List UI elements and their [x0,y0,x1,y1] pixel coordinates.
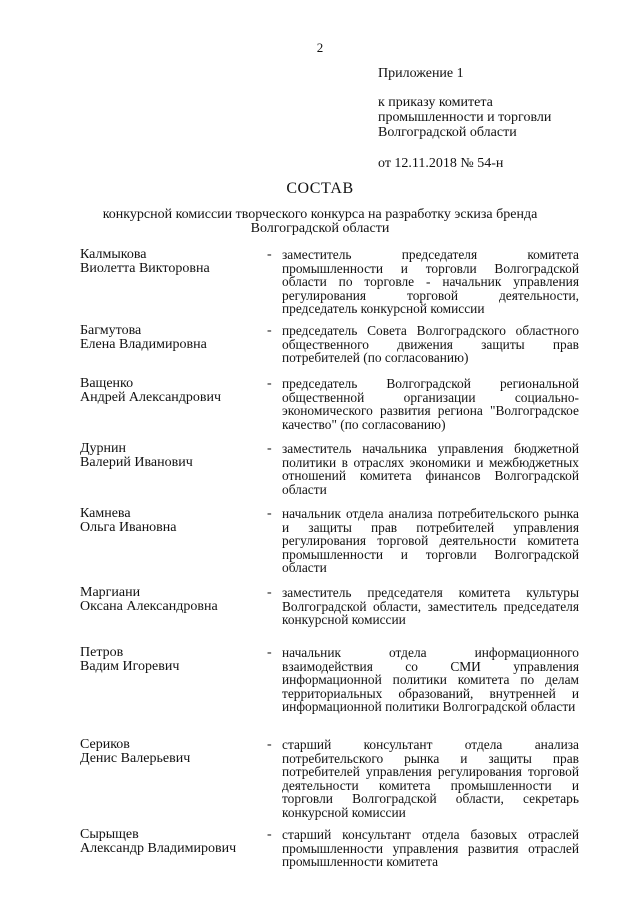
member-surname: Ващенко [80,376,134,391]
appendix-title: Приложение 1 [378,66,464,81]
page-number: 2 [316,40,324,55]
member-name [80,248,265,276]
member-surname: Сырыщев [80,827,139,842]
member-given-names: Андрей Александрович [80,390,222,405]
member-dash: - [267,247,272,262]
member-name [80,442,265,470]
member-dash: - [267,737,272,752]
member-role: старший консультант отдела анализа потребительского рынка и защиты прав потребителей управления регулирования торговой деятельности комитета промышленности и торговли Волгоградской области, секретарь конкурсной комиссии [282,737,579,820]
member-surname: Багмутова [80,323,142,338]
member-role: заместитель председателя комитета культуры Волгоградской области, заместитель председателя конкурсной комиссии [282,585,579,628]
document-title: СОСТАВ [286,180,354,197]
member-given-names: Оксана Александровна [80,599,218,614]
member-given-names: Валерий Иванович [80,455,193,470]
member-dash: - [267,827,272,842]
member-name [80,377,265,405]
member-dash: - [267,585,272,600]
member-role: заместитель председателя комитета промышленности и торговли Волгоградской области по торговле - начальник управления регулирования торговой деятельности, председатель конкурсной комиссии [282,247,579,317]
member-surname: Дурнин [80,441,127,456]
member-role: заместитель начальника управления бюджетной политики в отраслях экономики и межбюджетных отношений комитета финансов Волгоградской области [282,441,579,497]
document-subtitle: конкурсной комиссии творческого конкурса на разработку эскиза бренда Волгоградской области [102,207,538,236]
member-given-names: Виолетта Викторовна [80,261,210,276]
member-dash: - [267,645,272,660]
member-dash: - [267,323,272,338]
member-surname: Сериков [80,737,130,752]
member-name [80,507,265,535]
member-role: старший консультант отдела базовых отраслей промышленности управления развития отраслей промышленности комитета [282,827,579,870]
member-name [80,324,265,352]
member-dash: - [267,376,272,391]
appendix-region-line: Волгоградской области [378,125,517,140]
appendix-order-line: к приказу комитета [378,95,493,110]
member-role: председатель Совета Волгоградского областного общественного движения защиты прав потребителей (по согласованию) [282,323,579,366]
member-role: начальник отдела информационного взаимодействия со СМИ управления информационной политики комитета по делам территориальных образований, внутренней и информационной политики Волгоградской области [282,645,579,715]
member-given-names: Вадим Игоревич [80,659,180,674]
member-role: председатель Волгоградской региональной общественной организации социально-экономического развития региона "Волгоградское качество" (по согласованию) [282,376,579,432]
member-surname: Калмыкова [80,247,147,262]
member-name [80,738,265,766]
member-name [80,646,265,674]
member-surname: Маргиани [80,585,141,600]
member-name [80,586,265,614]
appendix-header [378,66,551,171]
member-given-names: Александр Владимирович [80,841,237,856]
member-given-names: Ольга Ивановна [80,520,177,535]
appendix-date-line: от 12.11.2018 № 54-н [378,156,504,171]
member-surname: Петров [80,645,124,660]
member-given-names: Елена Владимировна [80,337,207,352]
member-name [80,828,265,856]
member-given-names: Денис Валерьевич [80,751,191,766]
appendix-committee-line: промышленности и торговли [378,110,552,125]
member-surname: Камнева [80,506,131,521]
member-role: начальник отдела анализа потребительского рынка и защиты прав потребителей управления регулирования торговой деятельности комитета промышленности и торговли Волгоградской области [282,506,579,576]
member-dash: - [267,506,272,521]
member-dash: - [267,441,272,456]
